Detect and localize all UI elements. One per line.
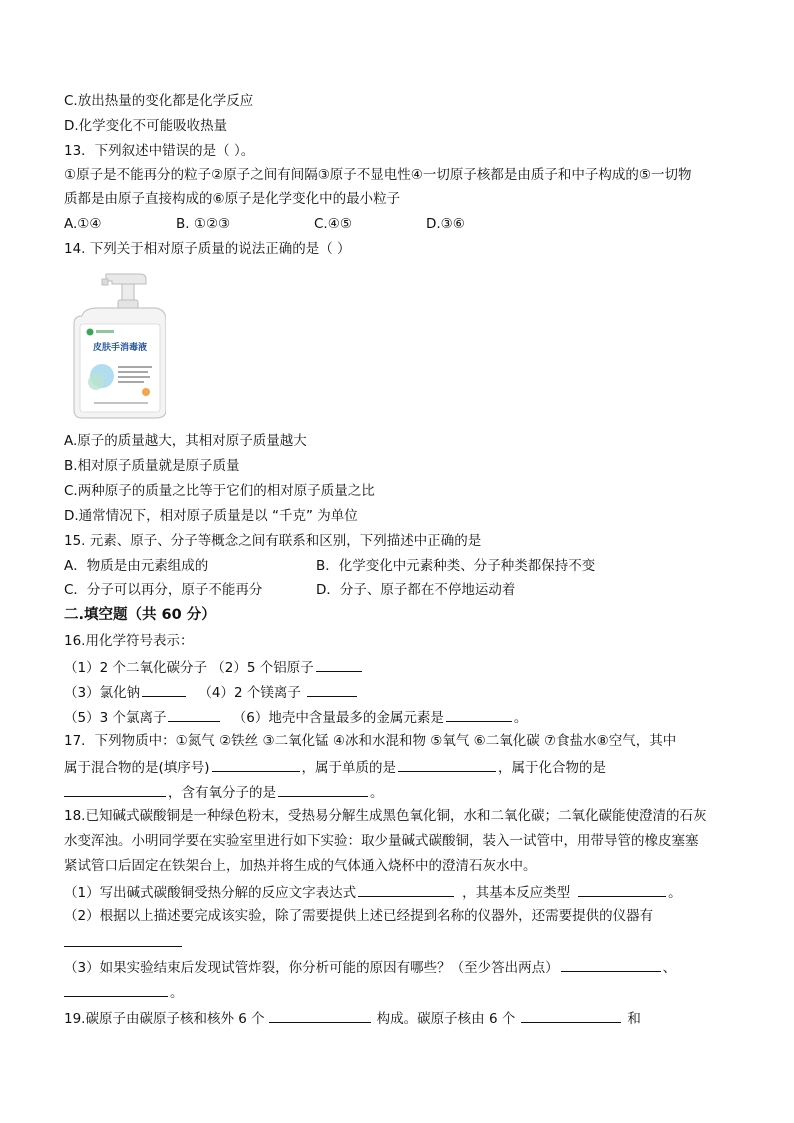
q13-option-a: A.①④ xyxy=(64,216,102,232)
q18-blank-equation[interactable] xyxy=(358,882,454,897)
q17-mixture-label: 属于混合物的是(填序号) xyxy=(64,760,210,776)
q18-part3-answer-row xyxy=(64,982,184,1002)
q16-row3 xyxy=(64,707,527,727)
q18-part2-answer-row xyxy=(64,932,184,952)
q13-stem: 13．下列叙述中错误的是（ ）。 xyxy=(64,143,255,159)
q12-option-d: D.化学变化不可能吸收热量 xyxy=(64,118,228,134)
q17-line2 xyxy=(64,757,606,777)
q16-row1 xyxy=(64,657,364,677)
q17-line1: 17．下列物质中：①氮气 ②铁丝 ③二氧化锰 ④冰和水混和物 ⑤氧气 ⑥二氧化碳 ⑦食盐水⑧空气，其中 xyxy=(64,733,677,749)
q19-blank-protons[interactable] xyxy=(521,1008,621,1023)
q18-blank-reaction-type[interactable] xyxy=(578,882,666,897)
q14-option-b: B.相对原子质量就是原子质量 xyxy=(64,458,240,474)
q17-element-label: ，属于单质的是 xyxy=(301,760,397,776)
q16-part4-label: （4）2 个镁离子 xyxy=(198,685,301,701)
q19-part-a: 19.碳原子由碳原子核和核外 6 个 xyxy=(64,1011,265,1027)
q16-blank-2[interactable] xyxy=(316,657,362,672)
q16-part3-label: （3）氯化钠 xyxy=(64,685,141,701)
q18-separator: 、 xyxy=(662,960,677,976)
q13-body-line1: ①原子是不能再分的粒子②原子之间有间隔③原子不显电性④一切原子核都是由质子和中子构成的⑤一切物 xyxy=(64,167,692,183)
q18-part1-period: 。 xyxy=(668,885,682,901)
q18-part2: （2）根据以上描述要完成该实验，除了需要提供上述已经提到名称的仪器外，还需要提供的仪器有 xyxy=(64,908,654,924)
q14-option-d: D.通常情况下，相对原子质量是以 “千克” 为单位 xyxy=(64,508,358,524)
q15-option-b: B．化学变化中元素种类、分子种类都保持不变 xyxy=(316,558,596,574)
q18-blank-reason-2[interactable] xyxy=(64,982,168,997)
q19-line xyxy=(64,1008,641,1028)
q14-option-c: C.两种原子的质量之比等于它们的相对原子质量之比 xyxy=(64,483,375,499)
q13-body-line2: 质都是由原子直接构成的⑥原子是化学变化中的最小粒子 xyxy=(64,191,401,207)
q19-blank-electrons[interactable] xyxy=(269,1008,371,1023)
svg-text:皮肤手消毒液: 皮肤手消毒液 xyxy=(92,343,148,353)
q12-option-c: C.放出热量的变化都是化学反应 xyxy=(64,93,254,109)
q16-part1-2-label: （1）2 个二氧化碳分子 （2）5 个铝原子 xyxy=(64,660,314,676)
q16-blank-4[interactable] xyxy=(307,682,357,697)
q18-part1 xyxy=(64,882,682,902)
q16-blank-6[interactable] xyxy=(446,707,512,722)
q16-part6-label: （6）地壳中含量最多的金属元素是 xyxy=(232,710,444,726)
q18-period: 。 xyxy=(170,985,184,1001)
q18-part3 xyxy=(64,957,676,977)
q16-part5-label: （5）3 个氯离子 xyxy=(64,710,167,726)
q15-option-c: C．分子可以再分，原子不能再分 xyxy=(64,582,263,598)
q14-stem: 14. 下列关于相对原子质量的说法正确的是（ ） xyxy=(64,241,351,257)
q18-line2: 水变浑浊。小明同学要在实验室里进行如下实验：取少量碱式碳酸铜，装入一试管中，用带导管的橡皮塞塞 xyxy=(64,833,699,849)
q19-part-c: 和 xyxy=(627,1011,641,1027)
q18-blank-instruments[interactable] xyxy=(64,932,182,947)
q13-option-c: C.④⑤ xyxy=(314,216,352,232)
q17-blank-mixture[interactable] xyxy=(212,757,300,772)
q19-part-b: 构成。碳原子核由 6 个 xyxy=(376,1011,516,1027)
section-heading: 二.填空题（共 60 分） xyxy=(64,607,216,623)
product-label-text xyxy=(93,341,147,353)
q18-part1-label: （1）写出碱式碳酸铜受热分解的反应文字表达式 xyxy=(64,885,357,901)
q16-blank-5[interactable] xyxy=(168,707,220,722)
q17-line3 xyxy=(64,782,384,802)
q13-option-d: D.③⑥ xyxy=(426,216,465,232)
q18-part3-label: （3）如果实验结束后发现试管炸裂，你分析可能的原因有哪些？（至少答出两点） xyxy=(64,960,559,976)
q17-blank-oxygen[interactable] xyxy=(278,782,368,797)
q17-blank-compound[interactable] xyxy=(64,782,166,797)
q18-reaction-type-label: ，其基本反应类型 xyxy=(462,885,571,901)
q18-line3: 紧试管口后固定在铁架台上，加热并将生成的气体通入烧杯中的澄清石灰水中。 xyxy=(64,858,537,874)
hand-sanitizer-bottle-image xyxy=(66,270,166,420)
q16-row2 xyxy=(64,682,359,702)
q15-option-a: A．物质是由元素组成的 xyxy=(64,558,209,574)
q15-stem: 15. 元素、原子、分子等概念之间有联系和区别，下列描述中正确的是 xyxy=(64,533,482,549)
q17-blank-element[interactable] xyxy=(398,757,496,772)
q17-oxygen-molecule-label: ，含有氧分子的是 xyxy=(168,785,276,801)
q16-period: 。 xyxy=(513,710,528,726)
q17-compound-label: ，属于化合物的是 xyxy=(498,760,607,776)
q18-blank-reason-1[interactable] xyxy=(561,957,661,972)
q16-blank-3[interactable] xyxy=(142,682,186,697)
q16-stem: 16.用化学符号表示： xyxy=(64,633,194,649)
q15-option-d: D．分子、原子都在不停地运动着 xyxy=(316,582,516,598)
q17-period: 。 xyxy=(370,785,384,801)
q13-option-b: B. ①②③ xyxy=(176,216,231,232)
q18-line1: 18.已知碱式碳酸铜是一种绿色粉末，受热易分解生成黑色氧化铜，水和二氧化碳；二氧化碳能使澄清的石灰 xyxy=(64,808,707,824)
q14-option-a: A.原子的质量越大，其相对原子质量越大 xyxy=(64,433,307,449)
